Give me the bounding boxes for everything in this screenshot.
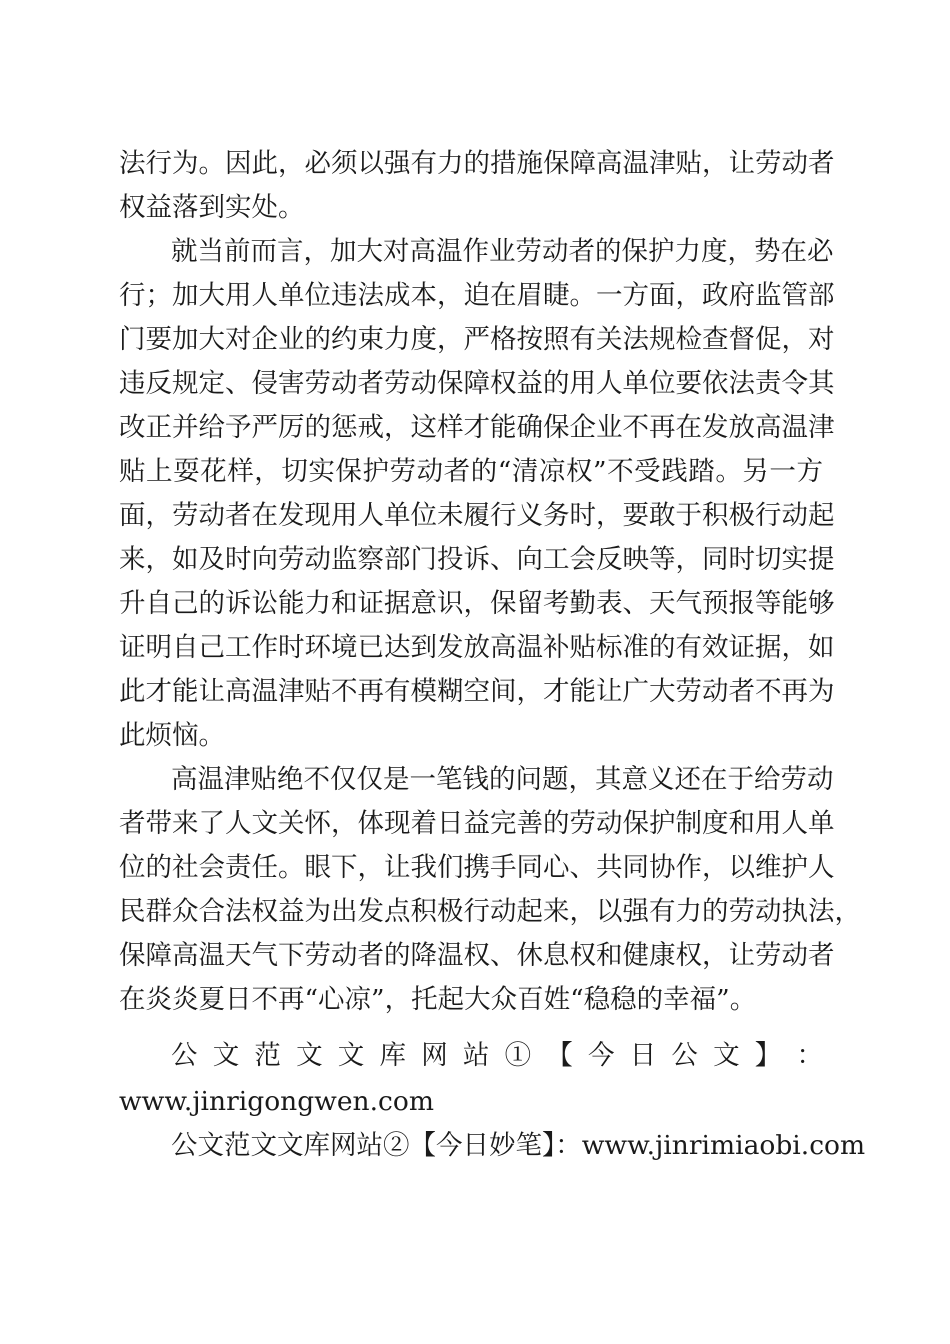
- text-line-2: 权益落到实处。: [119, 192, 305, 223]
- text-line-11: 升自己的诉讼能力和证据意识，保留考勤表、天气预报等能够: [119, 588, 835, 619]
- text-line-8: 贴上耍花样，切实保护劳动者的“清凉权”不受践踏。另一方: [119, 456, 823, 487]
- website-link-1-url[interactable]: www.jinrigongwen.com: [119, 1086, 434, 1117]
- text-line-16: 者带来了人文关怀，体现着日益完善的劳动保护制度和用人单: [119, 808, 835, 839]
- text-line-20: 在炎炎夏日不再“心凉”，托起大众百姓“稳稳的幸福”。: [119, 984, 757, 1015]
- text-line-18: 民群众合法权益为出发点积极行动起来，以强有力的劳动执法，: [119, 896, 861, 927]
- text-line-15: 高温津贴绝不仅仅是一笔钱的问题，其意义还在于给劳动: [171, 764, 834, 795]
- text-line-3: 就当前而言，加大对高温作业劳动者的保护力度，势在必: [171, 236, 834, 267]
- text-line-19: 保障高温天气下劳动者的降温权、休息权和健康权，让劳动者: [119, 940, 835, 971]
- text-line-9: 面，劳动者在发现用人单位未履行义务时，要敢于积极行动起: [119, 500, 835, 531]
- text-line-10: 来，如及时向劳动监察部门投诉、向工会反映等，同时切实提: [119, 544, 835, 575]
- text-line-5: 门要加大对企业的约束力度，严格按照有关法规检查督促，对: [119, 324, 835, 355]
- text-line-7: 改正并给予严厉的惩戒，这样才能确保企业不再在发放高温津: [119, 412, 835, 443]
- text-line-6: 违反规定、侵害劳动者劳动保障权益的用人单位要依法责令其: [119, 368, 835, 399]
- text-line-12: 证明自己工作时环境已达到发放高温补贴标准的有效证据，如: [119, 632, 835, 663]
- text-line-1: 法行为。因此，必须以强有力的措施保障高温津贴，让劳动者: [119, 148, 835, 179]
- text-line-4: 行；加大用人单位违法成本，迫在眉睫。一方面，政府监管部: [119, 280, 835, 311]
- website-link-1-label: 公 文 范 文 文 库 网 站 ① 【 今 日 公 文 】 ：: [171, 1040, 823, 1071]
- text-line-13: 此才能让高温津贴不再有模糊空间，才能让广大劳动者不再为: [119, 676, 835, 707]
- text-line-17: 位的社会责任。眼下，让我们携手同心、共同协作，以维护人: [119, 852, 835, 883]
- website-link-2[interactable]: 公文范文文库网站②【今日妙笔】：www.jinrimiaobi.com: [171, 1130, 866, 1161]
- text-line-14: 此烦恼。: [119, 720, 225, 751]
